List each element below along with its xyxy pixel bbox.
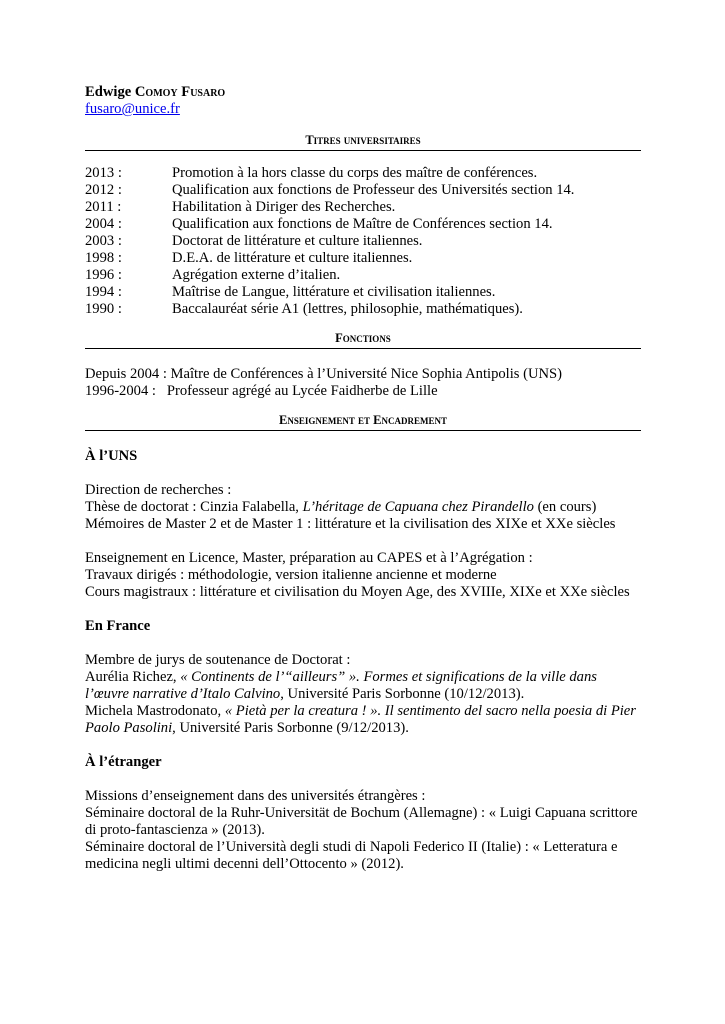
jury-label: Membre de jurys de soutenance de Doctorat : [85,652,351,668]
these-line: Thèse de doctorat : Cinzia Falabella, L’héritage de Capuana chez Pirandello (en cours) [85,499,597,515]
subheading-etranger: À l’étranger [85,754,162,770]
list-item: 2004 : Qualification aux fonctions de Maître de Conférences section 14. [85,216,553,232]
list-item: 1996 : Agrégation externe d’italien. [85,267,341,283]
enseignement-label: Enseignement en Licence, Master, préparation au CAPES et à l’Agrégation : [85,550,533,566]
author-name: Edwige Comoy Fusaro [85,84,226,100]
cv-page [85,84,641,873]
list-item: 1990 : Baccalauréat série A1 (lettres, philosophie, mathématiques). [85,301,523,317]
fonction-line: 1996-2004 : Professeur agrégé au Lycée Faidherbe de Lille [85,383,438,399]
direction-label: Direction de recherches : [85,482,232,498]
section-enseignement-title: Enseignement et Encadrement [85,412,641,431]
titres-list [85,165,641,318]
mission-item: Séminaire doctoral de la Ruhr-Universität de Bochum (Allemagne) : « Luigi Capuana scrittore di proto-fantascienza » (2013). [85,805,638,838]
section-fonctions-title: Fonctions [85,330,641,349]
cm-line: Cours magistraux : littérature et civilisation du Moyen Age, des XVIIIe, XIXe et XXe siècles [85,584,630,600]
fonction-line: Depuis 2004 : Maître de Conférences à l’Université Nice Sophia Antipolis (UNS) [85,366,563,382]
list-item: 1994 : Maîtrise de Langue, littérature et civilisation italiennes. [85,284,496,300]
email-link[interactable]: fusaro@unice.fr [85,101,180,117]
mission-item: Séminaire doctoral de l’Università degli studi di Napoli Federico II (Italie) : « Letteratura e medicina negli ultimi decenni dell’Ottocento » (2012). [85,839,618,872]
section-titres-title: Titres universitaires [85,132,641,151]
list-item: 2013 : Promotion à la hors classe du corps des maître de conférences. [85,165,538,181]
list-item: 2012 : Qualification aux fonctions de Professeur des Universités section 14. [85,182,575,198]
jury-item: Michela Mastrodonato, « Pietà per la creatura ! ». Il sentimento del sacro nella poesia di Pier Paolo Pasolini, Université Paris Sorbonne (9/12/2013). [85,703,636,736]
list-item: 1998 : D.E.A. de littérature et culture italiennes. [85,250,413,266]
list-item: 2003 : Doctorat de littérature et culture italiennes. [85,233,423,249]
list-item: 2011 : Habilitation à Diriger des Recherches. [85,199,396,215]
memoires-line: Mémoires de Master 2 et de Master 1 : littérature et la civilisation des XIXe et XXe siècles [85,516,616,532]
td-line: Travaux dirigés : méthodologie, version italienne ancienne et moderne [85,567,497,583]
subheading-uns: À l’UNS [85,448,138,464]
subheading-france: En France [85,618,151,634]
missions-label: Missions d’enseignement dans des universités étrangères : [85,788,426,804]
jury-item: Aurélia Richez, « Continents de l’“ailleurs” ». Formes et significations de la ville dans l’œuvre narrative d’Italo Calvino, Université Paris Sorbonne (10/12/2013). [85,669,597,702]
